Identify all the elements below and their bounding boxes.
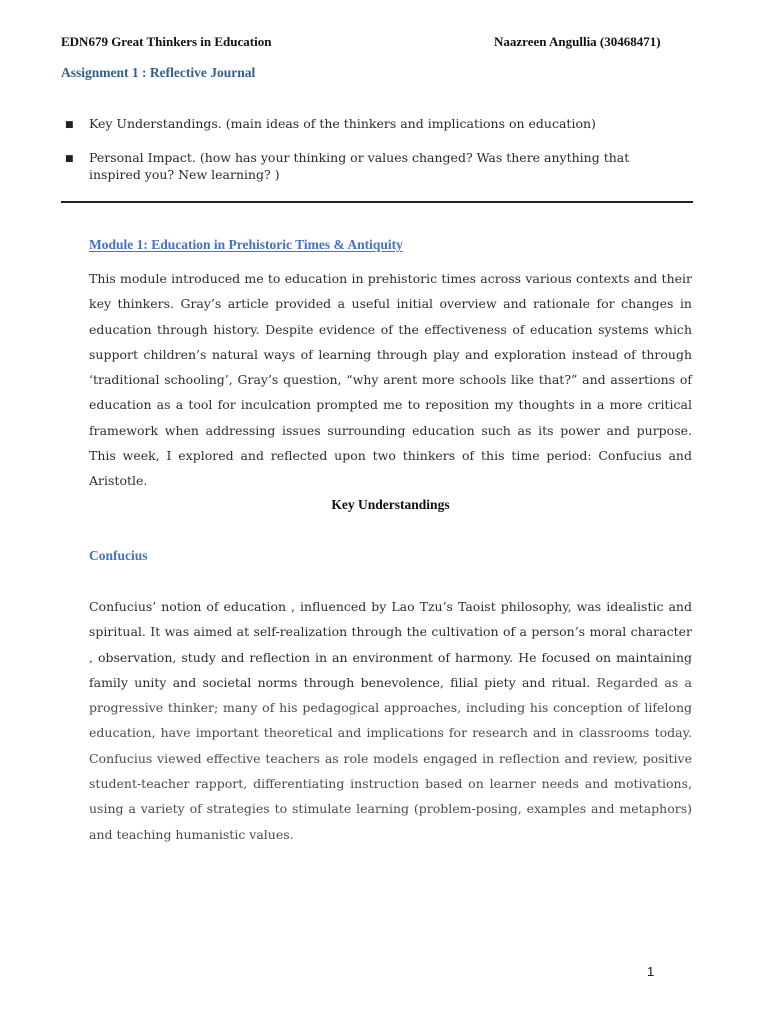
section-title: Key Understandings: [331, 497, 450, 512]
module-heading: Module 1: Education in Prehistoric Times & Antiquity: [89, 237, 403, 252]
confucius-heading: Confucius: [89, 548, 148, 563]
confucius-paragraph: [89, 594, 692, 847]
requirements-list: [61, 115, 681, 200]
author-name: Naazreen Angullia (30468471): [494, 34, 661, 49]
page-header: [61, 34, 693, 52]
square-bullet-icon: ■: [65, 120, 74, 130]
list-item: [61, 149, 681, 183]
horizontal-divider: [61, 201, 693, 203]
intro-paragraph: This module introduced me to education in prehistoric times across various contexts and their key thinkers. Gray’s article provided a useful initial overview and rationale for changes in education through history. Despite evidence of the effectiveness of education systems which support children’s natural ways of learning through play and exploration instead of through ‘traditional schooling’, Gray’s question, “why arent more schools like that?” and assertions of education as a tool for inculcation prompted me to reposition my thoughts in a more critical framework when addressing issues surrounding education such as its power and purpose. This week, I explored and reflected upon two thinkers of this time period: Confucius and Aristotle.: [89, 271, 692, 489]
list-item-text: Personal Impact. (how has your thinking or values changed? Was there anything that inspired you? New learning? ): [89, 150, 630, 182]
list-item-text: Key Understandings. (main ideas of the thinkers and implications on education): [89, 116, 596, 131]
page-number: 1: [647, 964, 655, 979]
square-bullet-icon: ■: [65, 154, 74, 164]
list-item: [61, 115, 681, 132]
course-title: EDN679 Great Thinkers in Education: [61, 34, 272, 49]
confucius-paragraph-part1: Confucius’ notion of education , influenced by Lao Tzu’s Taoist philosophy, was idealistic and spiritual. It was aimed at self-realization through the cultivation of a person’s moral character , observation, study and reflection in an environment of harmony. He focused on maintaining family unity and societal norms through benevolence, filial piety and ritual.: [89, 599, 692, 690]
confucius-paragraph-part2: Regarded as a progressive thinker; many of his pedagogical approaches, including his conception of lifelong education, have important theoretical and implications for research and in classrooms today. Confucius viewed effective teachers as role models engaged in reflection and review, positive student-teacher rapport, differentiating instruction based on learner needs and motivations, using a variety of strategies to stimulate learning (problem-posing, examples and metaphors) and teaching humanistic values.: [89, 674, 693, 842]
assignment-title: Assignment 1 : Reflective Journal: [61, 65, 256, 80]
